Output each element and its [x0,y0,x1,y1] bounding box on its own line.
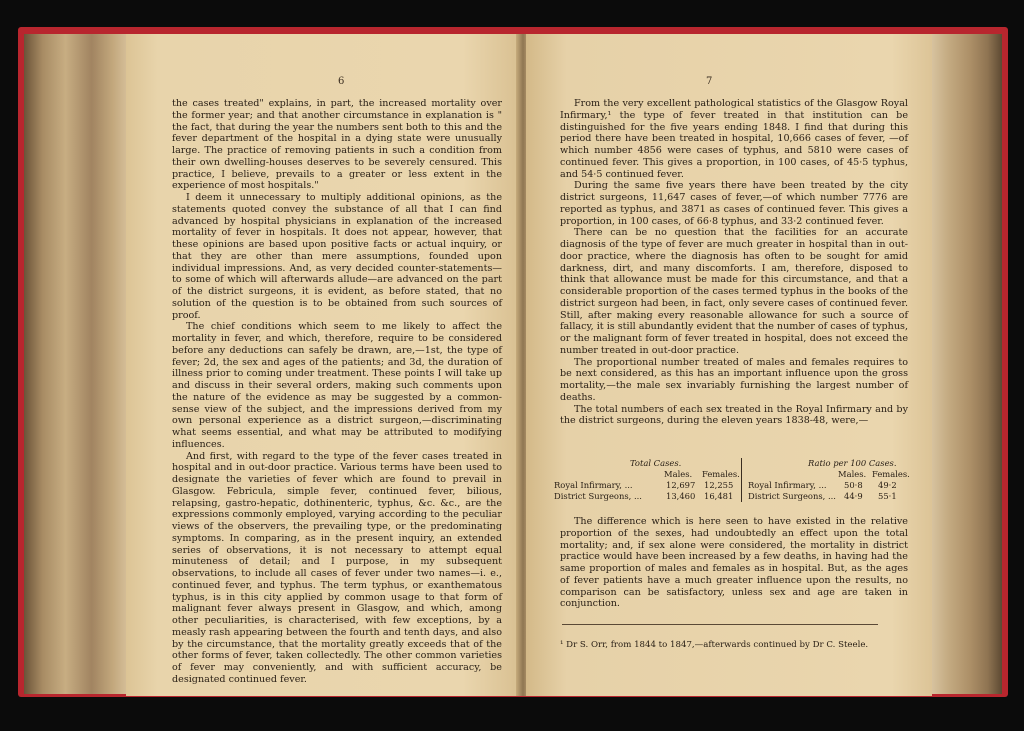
sex-ratio-table [554,458,910,504]
table-title: Ratio per 100 Cases. [808,458,897,468]
table-cell: 12,697 [666,480,696,490]
row-label: Royal Infirmary, ... [748,480,827,490]
paragraph: There can be no question that the facilities for an accurate diagnosis of the type of fever are much greater in hospital than in out-door practice, where the diagnosis has often to be sought for amid darkness, dirt, and many discomforts. I am, therefore, disposed to think that allowance must be made for this circumstance, and that a considerable proportion of the cases termed typhus in the books of the district surgeon had been, in fact, only severe cases of continued fever. Still, after making every reasonable allowance for such a source of fallacy, it is still abundantly evident that the number of cases of typhus, or the malignant form of fever treated in hospital, does not exceed the number treated in out-door practice. [560,227,909,356]
table-cell: 44·9 [844,491,863,501]
table-cell: 55·1 [878,491,897,501]
page-number: 7 [706,76,713,87]
table-cell: 50·8 [844,480,863,490]
right-page-edges [930,34,1002,694]
footnote-rule [562,624,878,625]
table-cell: 49·2 [878,480,897,490]
paragraph: From the very excellent pathological statistics of the Glasgow Royal Infirmary,¹ the type of fever treated in that institution can be distinguished for the five years ending 1848. I find that during this period there have been treated in hospital, 10,666 cases of fever, —of which number 4856 were cases of typhus, and 5810 were cases of continued fever. This gives a proportion, in 100 cases, of 45·5 typhus, and 54·5 continued fever. [560,98,908,180]
table-title: Total Cases. [630,458,682,468]
row-label: Royal Infirmary, ... [554,480,633,490]
column-header: Males. [664,469,693,479]
row-label: District Surgeons, ... [748,491,836,501]
paragraph: The total numbers of each sex treated in the Royal Infirmary and by the district surgeons, during the eleven years 1838-48, were,— [560,403,908,427]
left-page [126,34,522,696]
page-number: 6 [338,76,345,87]
column-header: Females. [702,469,740,479]
row-label: District Surgeons, ... [554,491,642,501]
table-cell: 12,255 [704,480,734,490]
table-cell: 13,460 [666,491,696,501]
right-page [526,34,932,696]
paragraph: The proportional number treated of males and females requires to be next considered, as this has an important influence upon the gross mortality,—the male sex invariably furnishing the largest number of deaths. [560,356,908,403]
paragraph: The chief conditions which seem to me likely to affect the mortality in fever, and which, therefore, require to be considered before any deductions can safely be drawn, are,—1st, the type of fever; 2d, the sex and ages of the patients; and 3d, the duration of illness prior to coming under treatment. These points I will take up and discuss in their several orders, making such comments upon the nature of the evidence as may be suggested by a common-sense view of the subject, and the impressions derived from my own personal experience as a district surgeon,—discriminating what seems essential, and what may be attributed to modifying influences. [172,321,502,450]
closing-paragraph [560,516,908,610]
column-header: Males. [838,469,867,479]
paragraph: the cases treated" explains, in part, the increased mortality over the former year; and that another circumstance in explanation is " the fact, that during the year the numbers sent both to this and the fever department of the hospital in a dying state were unusually large. The practice of removing patients in such a condition from their own dwelling-houses deserves to be severely censured. This practice, I believe, prevails to a greater or less extent in the experience of most hospitals." [172,98,502,192]
paragraph: And first, with regard to the type of the fever cases treated in hospital and in out-door practice. Various terms have been used to designate the varieties of fever which are found to prevail in Glasgow. Febricula, simple fever, continued fever, bilious, relapsing, gastro-hepatic, dothinenteric, typhus, &c. &c., are the expressions commonly employed, varying according to the peculiar views of the observers, the prevailing type, or the predominating symptoms. In comparing, as in the present inquiry, an extended series of observations, it is not necessary to attempt equal minuteness of detail; and I purpose, in my subsequent observations, to include all cases of fever under two names—i. e., continued fever, and typhus. The term typhus, or exanthematous typhus, is in this city applied by common usage to that form of malignant fever always present in Glasgow, and which, among other peculiarities, is characterised, with few exceptions, by a measly rash appearing between the fourth and tenth days, and also by the circumstance, that the mortality greatly exceeds that of the other forms of fever, taken collectedly. The other common varieties of fever may conveniently, and with sufficient accuracy, be designated continued fever. [172,450,502,685]
column-header: Females. [872,469,910,479]
left-page-edges [24,34,128,694]
paragraph: During the same five years there have been treated by the city district surgeons, 11,647 cases of fever,—of which number 7776 are reported as typhus, and 3871 as cases of continued fever. This gives a proportion, in 100 cases, of 66·8 typhus, and 33·2 continued fever. [560,180,908,227]
left-page-body [172,98,502,686]
table-cell: 16,481 [704,491,734,501]
paragraph: The difference which is here seen to have existed in the relative proportion of the sexes, had undoubtedly an effect upon the total mortality; and, if sex alone were considered, the mortality in district practice would have been increased by a few deaths, in having had the same proportion of males and females as in hospital. But, as the ages of fever patients have a much greater influence upon the results, no comparison can be satisfactory, unless sex and age are taken in conjunction. [560,516,908,610]
table-divider [741,458,742,502]
right-page-body [560,98,908,427]
paragraph: I deem it unnecessary to multiply additional opinions, as the statements quoted convey the substance of all that I can find advanced by hospital physicians in explanation of the increased mortality of fever in hospitals. It does not appear, however, that these opinions are based upon positive facts or actual inquiry, or that they are other than mere assumptions, founded upon individual impressions. And, as very decided counter-statements—to some of which will afterwards allude—are advanced on the part of the district surgeons, it is evident, as before stated, that no solution of the question is to be obtained from such sources of proof. [172,192,502,321]
footnote: ¹ Dr S. Orr, from 1844 to 1847,—afterwards continued by Dr C. Steele. [560,640,869,650]
